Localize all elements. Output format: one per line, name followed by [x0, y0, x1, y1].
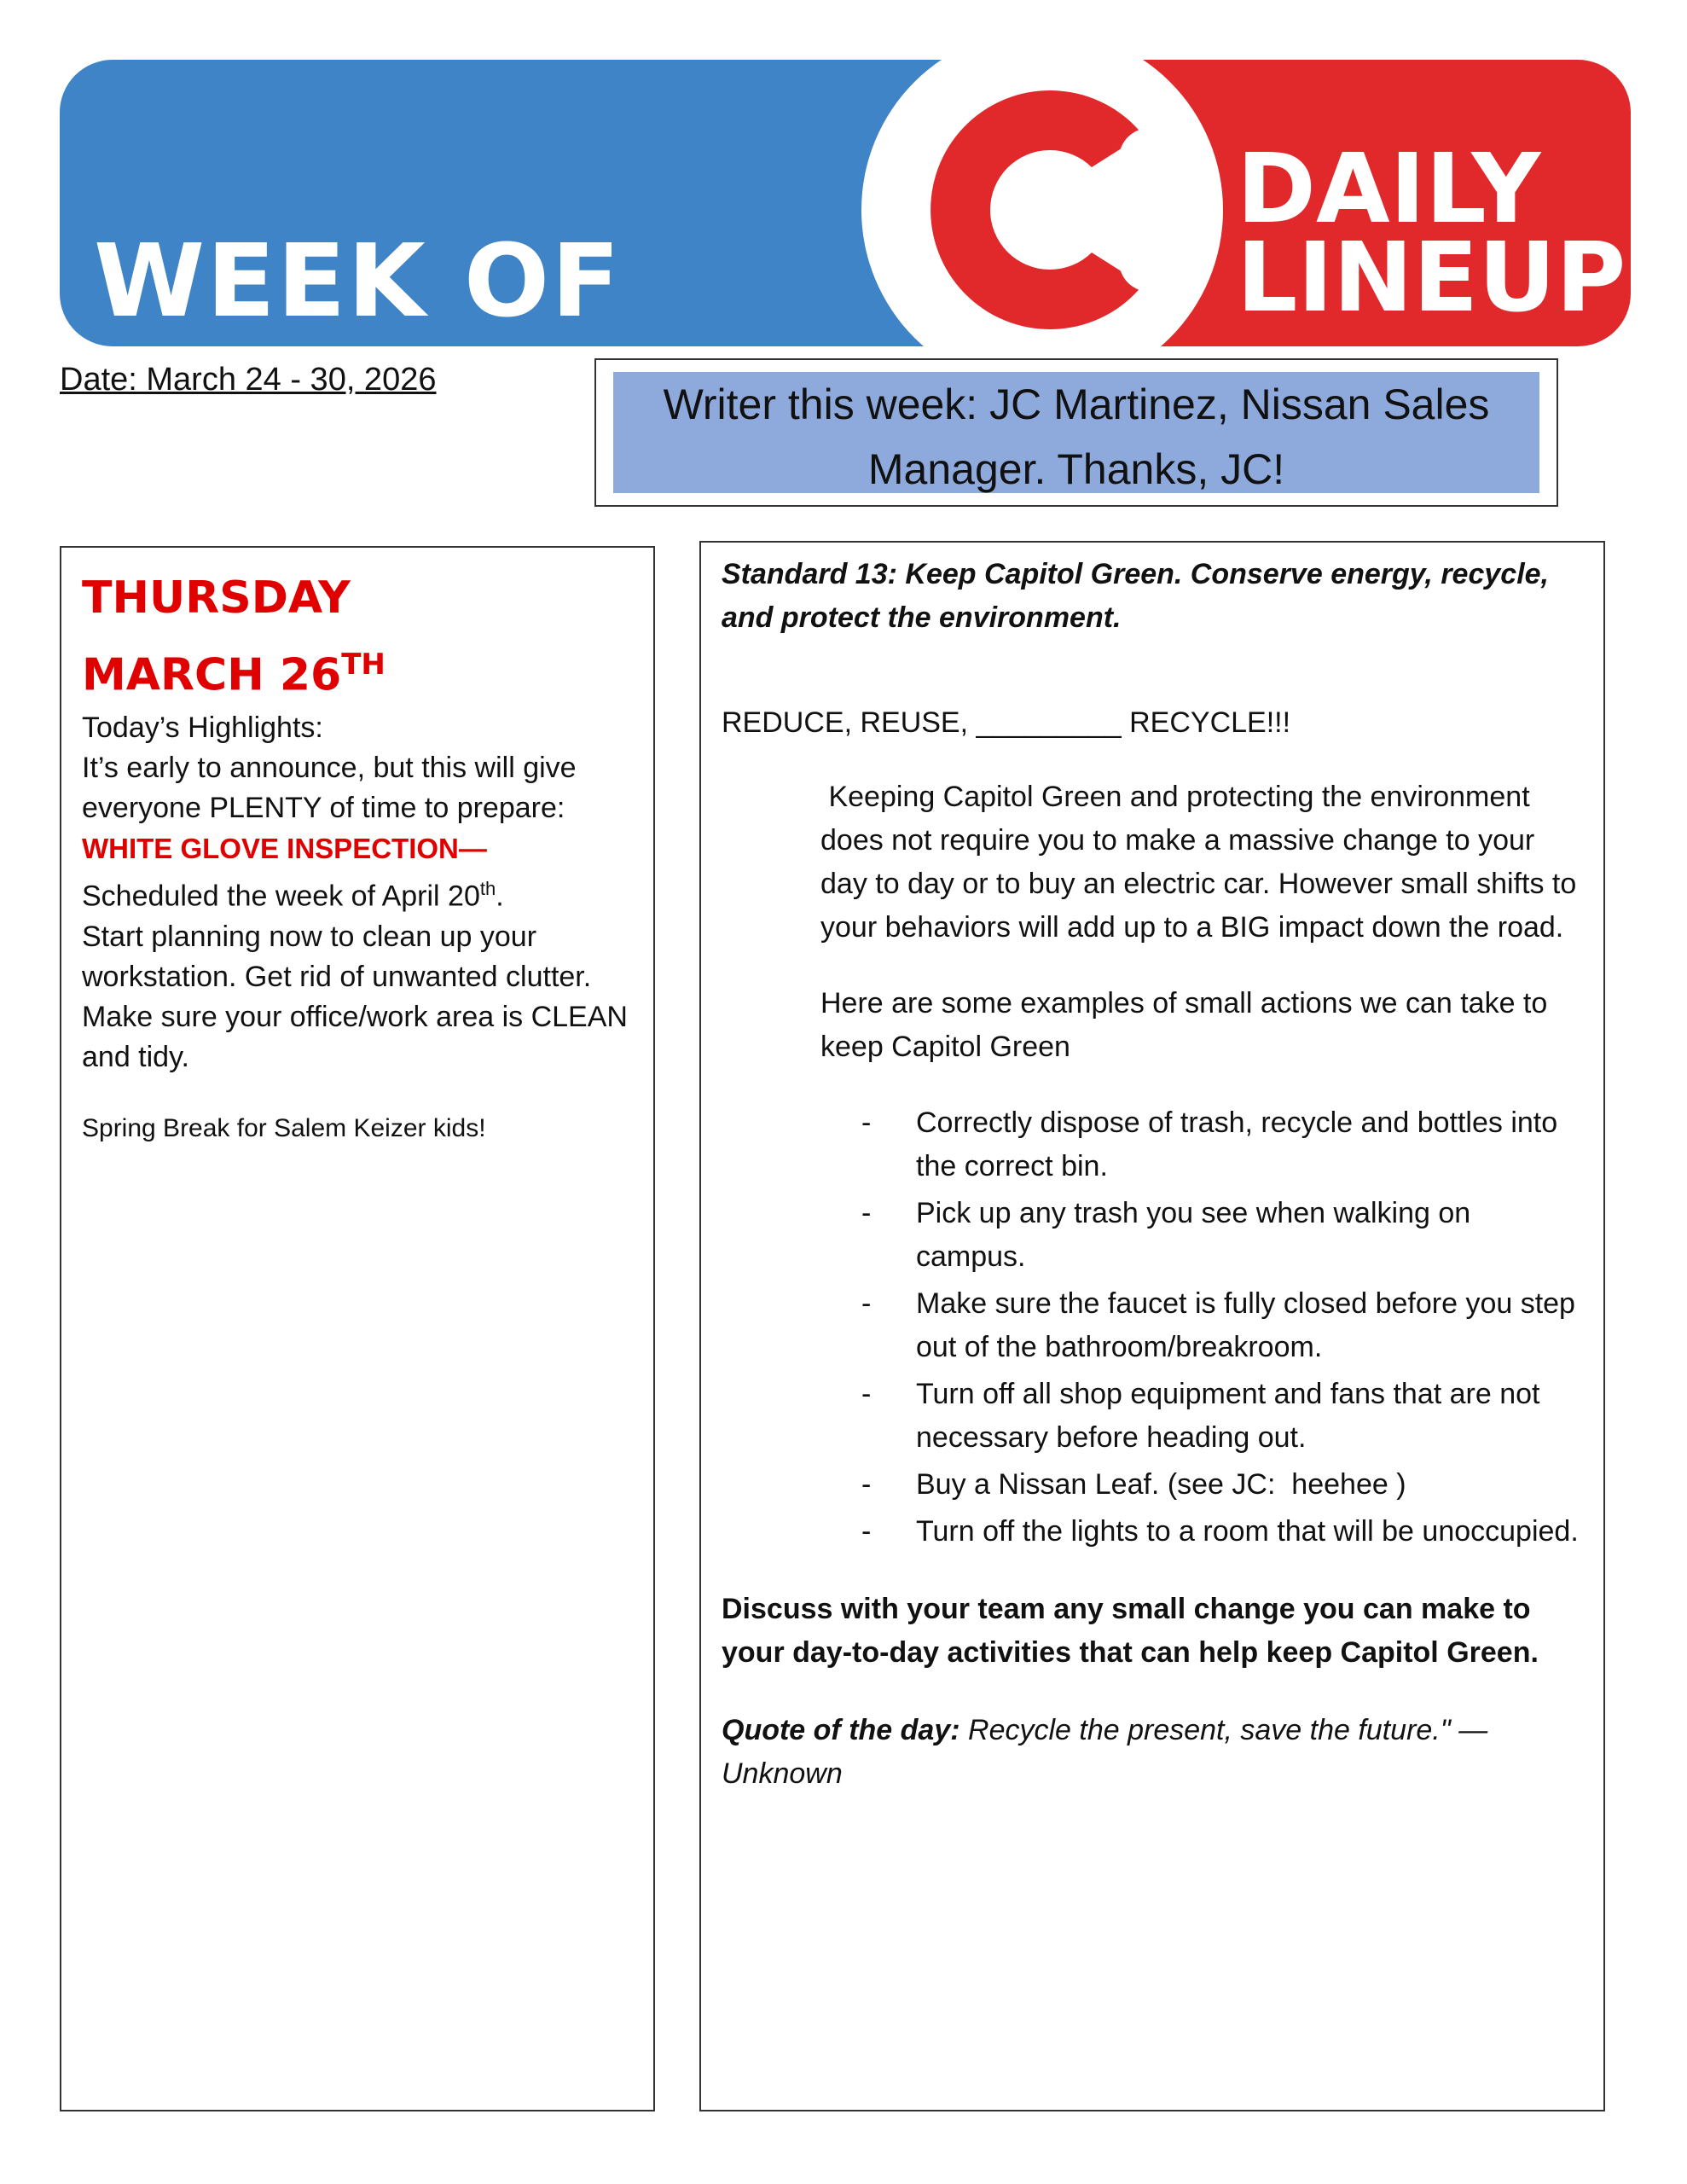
standard-panel	[699, 541, 1605, 2111]
lineup-label: LINEUP	[1237, 223, 1626, 334]
spring-break-note: Spring Break for Salem Keizer kids!	[82, 1113, 486, 1142]
highlights-body	[82, 708, 633, 1077]
list-item	[861, 1463, 1583, 1507]
daily-label: DAILY	[1237, 134, 1541, 245]
bullet-dash: -	[861, 1515, 872, 1548]
daily-lineup-title	[1237, 134, 1626, 334]
day-heading	[82, 565, 633, 708]
action-list	[722, 1101, 1583, 1554]
inspection-heading: WHITE GLOVE INSPECTION—	[82, 833, 487, 865]
day-name: THURSDAY	[82, 572, 351, 624]
bullet-dash: -	[861, 1197, 872, 1229]
highlights-label: Today’s Highlights:	[82, 712, 323, 745]
list-item-text: Make sure the faucet is fully closed before you step out of the bathroom/breakroom.	[916, 1287, 1575, 1363]
list-item	[861, 1101, 1583, 1188]
day-date-number: MARCH 26	[82, 649, 342, 701]
intro-paragraph: Keeping Capitol Green and protecting the environment does not require you to make a massive change to your day to day or to buy an electric car. However small shifts to your behaviors will add up to a BIG impact down the road.	[820, 781, 1585, 944]
list-item-text: Correctly dispose of trash, recycle and bottles into the correct bin.	[916, 1107, 1558, 1182]
highlights-intro: It’s early to announce, but this will give everyone PLENTY of time to prepare:	[82, 752, 577, 825]
list-item	[861, 1510, 1583, 1554]
bullet-dash: -	[861, 1287, 872, 1320]
bullet-dash: -	[861, 1107, 872, 1139]
day-date	[82, 631, 633, 708]
list-item-text: Turn off all shop equipment and fans that are not necessary before heading out.	[916, 1378, 1540, 1454]
schedule-end: .	[496, 880, 504, 913]
bullet-dash: -	[861, 1378, 872, 1410]
schedule-suffix: th	[479, 878, 496, 900]
week-of-title: WEEK OF	[94, 222, 622, 340]
planning-text: Start planning now to clean up your workstation. Get rid of unwanted clutter. Make sure your office/work area is CLEAN and tidy.	[82, 920, 628, 1073]
list-item	[861, 1192, 1583, 1279]
day-date-suffix: TH	[341, 648, 386, 682]
list-item	[861, 1282, 1583, 1369]
daily-highlights-panel	[60, 546, 655, 2111]
reduce-reuse-line: REDUCE, REUSE, _________ RECYCLE!!!	[722, 706, 1291, 739]
capitol-c-logo-icon	[810, 9, 1288, 398]
list-item-text: Turn off the lights to a room that will be unoccupied.	[916, 1515, 1579, 1548]
quote-label: Quote of the day:	[722, 1714, 960, 1746]
writer-box	[594, 358, 1558, 507]
examples-intro: Here are some examples of small actions we can take to keep Capitol Green	[820, 987, 1548, 1063]
writer-credit: Writer this week: JC Martinez, Nissan Sales Manager. Thanks, JC!	[613, 372, 1539, 493]
list-item-text: Buy a Nissan Leaf. (see JC: heehee )	[916, 1468, 1406, 1501]
standard-heading: Standard 13: Keep Capitol Green. Conserve energy, recycle, and protect the environment.	[722, 558, 1549, 634]
bullet-dash: -	[861, 1468, 872, 1501]
header-banner	[60, 60, 1631, 346]
list-item-text: Pick up any trash you see when walking on campus.	[916, 1197, 1471, 1273]
schedule-text: Scheduled the week of April 20	[82, 880, 480, 913]
discussion-prompt: Discuss with your team any small change you can make to your day-to-day activities that can help keep Capitol Green.	[722, 1593, 1539, 1669]
date-range: Date: March 24 - 30, 2026	[60, 362, 437, 398]
quote-of-the-day	[722, 1709, 1583, 1796]
inspection-schedule	[82, 868, 633, 916]
list-item	[861, 1373, 1583, 1460]
quote-text: Recycle the present, save the future." — Unknown	[722, 1714, 1496, 1790]
